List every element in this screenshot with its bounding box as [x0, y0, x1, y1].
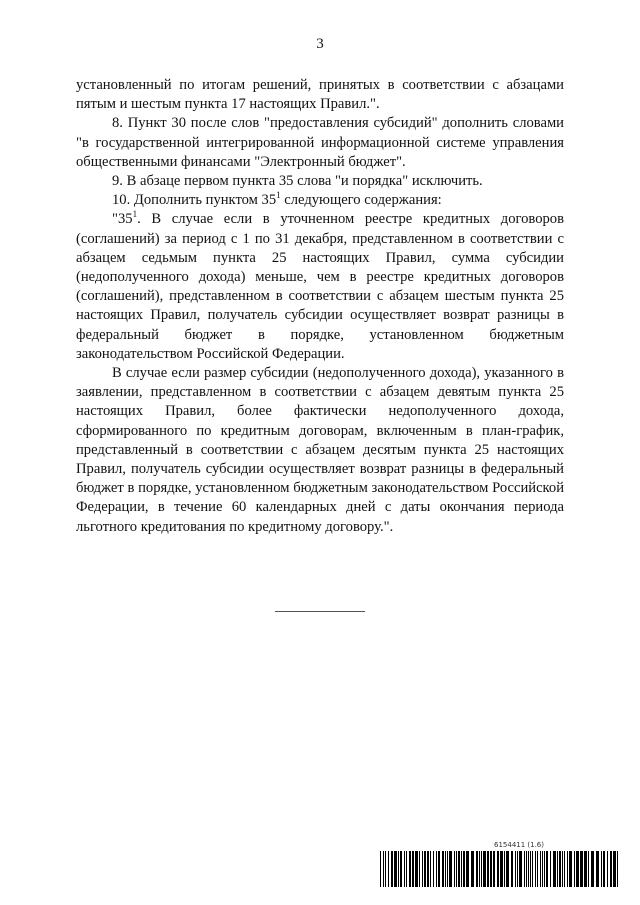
barcode-bar	[447, 851, 448, 887]
paragraph-item-10: 10. Дополнить пунктом $35^1$ следующего содержания:	[112, 190, 442, 209]
page-number: 3	[316, 36, 324, 52]
barcode-bar	[454, 851, 455, 887]
barcode-bar	[461, 851, 462, 887]
barcode-bar	[517, 851, 518, 887]
barcode-bar	[449, 851, 452, 887]
barcode-bar	[540, 851, 541, 887]
barcode-bar	[476, 851, 478, 887]
barcode-bar	[574, 851, 575, 887]
barcode-bar	[610, 851, 612, 887]
barcode-bar	[400, 851, 402, 887]
barcode-bar	[504, 851, 505, 887]
barcode-bar	[528, 851, 529, 887]
paragraph-continuation: установленный по итогам решений, принятых в соответствии с абзацами пятым и шестым пункта 17 настоящих Правил.".	[76, 77, 564, 113]
barcode-bar	[404, 851, 405, 887]
barcode-bar	[524, 851, 525, 887]
barcode-bar	[526, 851, 527, 887]
barcode-bar	[422, 851, 423, 887]
barcode-bar	[479, 851, 480, 887]
barcode-bar	[569, 851, 572, 887]
barcode-bar	[511, 851, 513, 887]
barcode-bar	[542, 851, 543, 887]
barcode-bar	[580, 851, 583, 887]
barcode-bar	[391, 851, 393, 887]
superscript: 1	[132, 209, 138, 220]
barcode-bar	[419, 851, 420, 887]
barcode-bar	[490, 851, 492, 887]
barcode-bar	[535, 851, 536, 887]
barcode-bar	[506, 851, 509, 887]
paragraph-item-8: 8. Пункт 30 после слов "предоставления субсидий" дополнить словами "в государственной интегрированной информационной системе управления общественными финансами "Электронный бюджет".	[76, 115, 564, 170]
barcode-bar	[564, 851, 565, 887]
barcode-bar	[471, 851, 474, 887]
barcode-bar	[596, 851, 599, 887]
barcode-bar	[481, 851, 482, 887]
barcode-bar	[383, 851, 384, 887]
barcode-bar	[607, 851, 608, 887]
barcode-bar	[487, 851, 489, 887]
barcode-bar	[553, 851, 556, 887]
paragraph-point-35-1-second: В случае если размер субсидии (недополученного дохода), указанного в заявлении, представленном в соответствии с абзацем девятым пункта 25 настоящих Правил, более фактически недополученного дохода, сформированного по кредитным договорам, включенным в план-график, представленный в соответствии с абзацем десятым пункта 25 настоящих Правил, получатель субсидии осуществляет возврат разницы в федеральный бюджет в порядке, установленном бюджетным законодательством Российской Федерации, в течение 60 календарных дней с даты окончания периода льготного кредитования по кредитному договору.".	[76, 365, 564, 535]
barcode-bar	[456, 851, 457, 887]
barcode-bar	[562, 851, 563, 887]
barcode-bar	[588, 851, 589, 887]
barcode	[380, 851, 620, 887]
barcode-bar	[617, 851, 618, 887]
barcode-bar	[591, 851, 594, 887]
barcode-bar	[433, 851, 434, 887]
barcode-bar	[424, 851, 426, 887]
barcode-bar	[550, 851, 551, 887]
barcode-bar	[500, 851, 503, 887]
barcode-bar	[519, 851, 522, 887]
barcode-bar	[546, 851, 548, 887]
barcode-bar	[398, 851, 399, 887]
barcode-bar	[412, 851, 414, 887]
superscript: 1	[276, 190, 281, 201]
barcode-bar	[463, 851, 465, 887]
barcode-bar	[466, 851, 469, 887]
paragraph-item-9: 9. В абзаце первом пункта 35 слова "и порядка" исключить.	[112, 173, 483, 190]
barcode-bar	[483, 851, 486, 887]
barcode-bar	[409, 851, 411, 887]
document-body	[76, 76, 564, 537]
barcode-bar	[567, 851, 568, 887]
barcode-bar	[532, 851, 533, 887]
barcode-bar	[497, 851, 499, 887]
barcode-bar	[576, 851, 579, 887]
barcode-bar	[544, 851, 545, 887]
barcode-bar	[385, 851, 386, 887]
barcode-bar	[406, 851, 407, 887]
barcode-bar	[613, 851, 616, 887]
barcode-label: 6154411 (1.6)	[494, 841, 544, 849]
barcode-bar	[559, 851, 561, 887]
barcode-bar	[388, 851, 389, 887]
barcode-bar	[601, 851, 602, 887]
paragraph-point-35-1: "$35^1$. В случае если в уточненном реестре кредитных договоров (соглашений) за период с 1 по 31 декабря, представленном в соответствии с абзацем седьмым пункта 25 настоящих Правил, сумма субсидии (недополученного дохода) меньше, чем в реестре кредитных договоров (соглашений), представленном в соответствии с абзацем шестым пункта 25 настоящих Правил, получатель субсидии осуществляет возврат разницы в федеральный бюджет в порядке, установленном бюджетным законодательством Российской Федерации.	[76, 209, 564, 362]
barcode-bar	[436, 851, 437, 887]
barcode-bar	[493, 851, 495, 887]
barcode-bar	[458, 851, 460, 887]
barcode-bar	[557, 851, 558, 887]
barcode-bar	[530, 851, 531, 887]
barcode-bar	[430, 851, 431, 887]
end-separator-line	[275, 611, 365, 612]
barcode-bar	[380, 851, 381, 887]
barcode-bar	[415, 851, 418, 887]
barcode-bar	[445, 851, 446, 887]
barcode-bar	[603, 851, 605, 887]
barcode-bar	[537, 851, 538, 887]
barcode-bar	[515, 851, 516, 887]
barcode-bar	[584, 851, 587, 887]
barcode-bar	[438, 851, 440, 887]
barcode-bar	[427, 851, 429, 887]
barcode-bar	[394, 851, 397, 887]
barcode-bar	[442, 851, 444, 887]
